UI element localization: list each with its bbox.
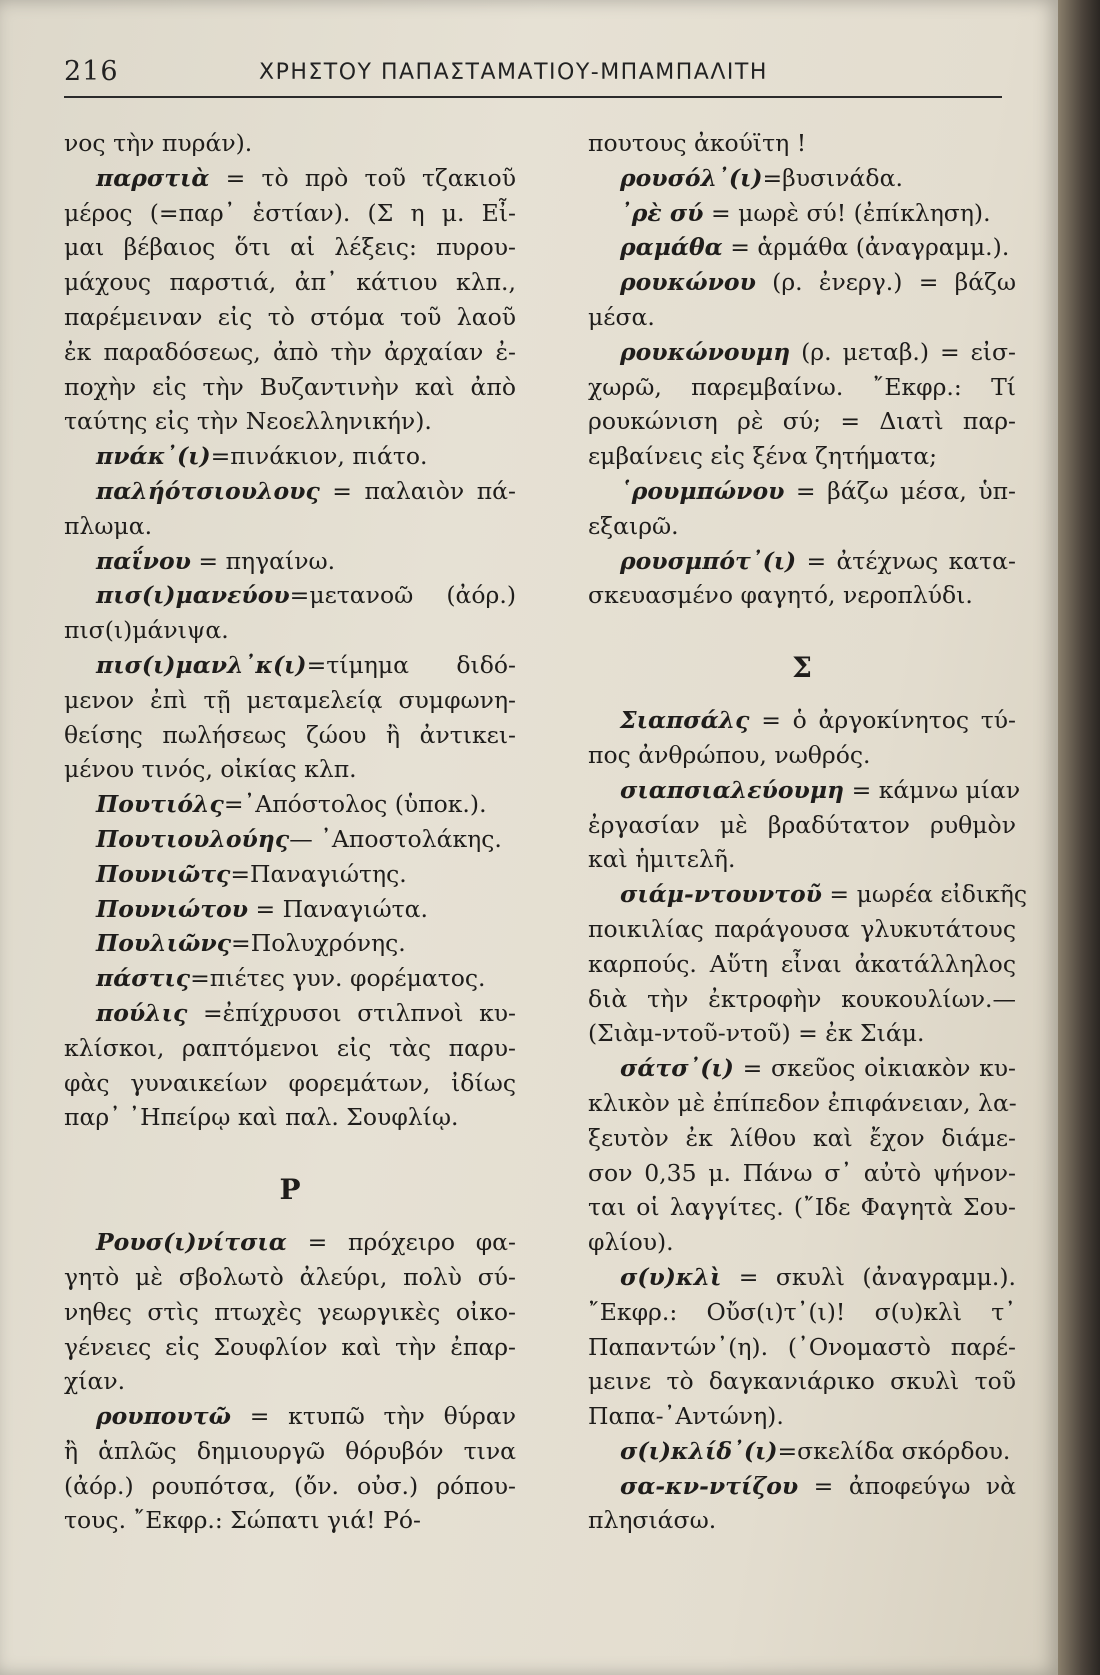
- text-line: [588, 1330, 1016, 1365]
- entry-text: σκευασμένο φαγητό, νεροπλύδι.: [588, 581, 973, 610]
- entry-text: μενον ἐπὶ τῇ μεταμελείᾳ συμφωνη-: [64, 685, 516, 714]
- entry-headword: ρουκώνουμη: [620, 337, 791, 366]
- right-column-entries: [588, 126, 1016, 613]
- entry-headword: ραμάθα: [620, 233, 723, 262]
- text-line: [64, 335, 516, 370]
- entry-text: εμβαίνεις εἰς ξένα ζητήματα;: [588, 442, 938, 471]
- entry-text: = πρόχειρο φα-: [286, 1228, 516, 1257]
- letter-spacer: [588, 613, 1016, 633]
- text-line: [588, 126, 1016, 161]
- entry-text: =Πολυχρόνης.: [231, 929, 406, 958]
- entry-text: =πινάκιον, πιάτο.: [210, 442, 428, 471]
- letter-heading-rho: Ρ: [279, 1173, 301, 1207]
- entry-headword: Πουτιουλούης: [96, 824, 290, 853]
- text-line: [588, 912, 1016, 947]
- entry-text: μέσα.: [588, 302, 655, 331]
- entry-headword: πνάκ᾽(ι): [96, 442, 211, 471]
- entry-headword: παρστιὰ: [96, 163, 210, 192]
- text-line: [588, 1364, 1016, 1399]
- entry-text: =Παναγιώτης.: [230, 859, 407, 888]
- page-edge-shadow: [1058, 0, 1100, 1675]
- page-header: [64, 50, 1004, 100]
- text-line: [588, 1295, 1016, 1330]
- entry-text: = σκεῦος οἰκιακὸν κυ-: [733, 1054, 1016, 1083]
- entry-text: = Παναγιώτα.: [248, 894, 428, 923]
- entry-text: γένειες εἰς Σουφλίον καὶ τὴν ἐπαρ-: [64, 1332, 516, 1361]
- dictionary-entry-line: [64, 926, 516, 961]
- entry-headword: σα-κν-ντίζου: [620, 1471, 799, 1500]
- entry-text: ξευτὸν ἐκ λίθου καὶ ἔχον διάμε-: [588, 1123, 1016, 1152]
- entry-text: εξαιρῶ.: [588, 511, 679, 540]
- entry-text: Παπα-᾿Αντώνη).: [588, 1402, 784, 1431]
- running-title: ΧΡΗΣΤΟΥ ΠΑΠΑΣΤΑΜΑΤΙΟΥ-ΜΠΑΜΠΑΛΙΤΗ: [259, 60, 768, 85]
- text-line: [588, 1121, 1016, 1156]
- entry-headword: σάτσ᾽(ι): [620, 1054, 734, 1083]
- text-line: [588, 1016, 1016, 1051]
- left-column: [64, 126, 516, 1538]
- entry-text: (ἀόρ.) ρουπότσα, (ὄν. οὐσ.) ρόπου-: [64, 1471, 516, 1500]
- entry-headword: πάστις: [96, 964, 191, 993]
- text-line: [64, 1295, 516, 1330]
- text-line: [588, 1225, 1016, 1260]
- entry-text: = ἀποφεύγω νὰ: [798, 1471, 1016, 1500]
- entry-text: κλικὸν μὲ ἐπίπεδον ἐπιφάνειαν, λα-: [588, 1088, 1017, 1117]
- text-line: [64, 230, 516, 265]
- dictionary-entry-line: [64, 857, 516, 892]
- text-line: [64, 370, 516, 405]
- text-line: [588, 808, 1016, 843]
- entry-headword: ρουσμπότ᾽(ι): [620, 546, 797, 575]
- entry-text: χίαν.: [64, 1367, 126, 1396]
- header-rule: [64, 96, 1002, 98]
- dictionary-entry-line: [64, 648, 516, 683]
- entry-text: σον 0,35 μ. Πάνω σ᾽ αὐτὸ ψήνον-: [588, 1158, 1016, 1187]
- text-line: [64, 1031, 516, 1066]
- entry-text: =᾿Απόστολος (ὑποκ.).: [223, 790, 487, 819]
- entry-headword: παλήότσιουλους: [96, 476, 320, 505]
- entry-text: =τίμημα διδό-: [306, 650, 516, 679]
- right-column-entries-after: [588, 703, 1028, 1538]
- dictionary-entry-line: [64, 578, 516, 613]
- entry-headword: Σιαπσάλς: [620, 706, 750, 735]
- text-line: [588, 578, 1016, 613]
- dictionary-entry-line: [588, 161, 1016, 196]
- left-column-entries: [64, 126, 516, 1135]
- entry-headword: Πουλιῶνς: [96, 929, 232, 958]
- text-line: [64, 509, 516, 544]
- entry-text: — ᾿Αποστολάκης.: [289, 824, 502, 853]
- entry-text: = κτυπῶ τὴν θύραν: [230, 1402, 516, 1431]
- entry-text: μάχους παρστιά, ἀπ᾽ κάτιου κλπ.,: [64, 268, 516, 297]
- text-line: [588, 738, 1016, 773]
- entry-text: πισ(ι)μάνιψα.: [64, 616, 229, 645]
- entry-text: πλωμα.: [64, 511, 153, 540]
- entry-text: =σκελίδα σκόρδου.: [777, 1436, 1011, 1465]
- entry-headword: ᾿ρὲ σύ: [620, 198, 704, 227]
- entry-headword: παΐνου: [96, 546, 191, 575]
- entry-headword: ρουπουτῶ: [96, 1402, 231, 1431]
- dictionary-entry-line: [64, 1225, 516, 1260]
- dictionary-entry-line: [64, 996, 516, 1031]
- dictionary-entry-line: [588, 335, 1016, 370]
- entry-text: νηθες στὶς πτωχὲς γεωργικὲς οἰκο-: [64, 1297, 516, 1326]
- entry-text: = βάζω μέσα, ὑπ-: [784, 476, 1016, 505]
- entry-headword: σ(ι)κλίδ᾽(ι): [620, 1436, 778, 1465]
- dictionary-entry-line: [588, 1434, 1016, 1469]
- entry-headword: Ρουσ(ι)νίτσια: [96, 1228, 287, 1257]
- entry-text: τους. ῎Εκφρ.: Σώπατι γιά! Ρό-: [64, 1506, 421, 1535]
- text-line: [64, 1434, 516, 1469]
- dictionary-entry-line: [64, 961, 516, 996]
- entry-text: = πηγαίνω.: [190, 546, 336, 575]
- entry-headword: σ(υ)κλὶ: [620, 1262, 722, 1291]
- entry-text: ποικιλίας παράγουσα γλυκυτάτους: [588, 914, 1016, 943]
- entry-text: μέρος (=παρ᾽ ἑστίαν). (Σ η μ. Εἶ-: [64, 198, 516, 227]
- entry-text: διὰ τὴν ἐκτροφὴν κουκουλίων.—: [588, 984, 1016, 1013]
- entry-text: = κάμνω μίαν: [844, 775, 1021, 804]
- dictionary-entry-line: [64, 787, 516, 822]
- entry-text: θείσης πωλήσεως ζώου ἢ ἀντικει-: [64, 720, 516, 749]
- dictionary-entry-line: [64, 474, 516, 509]
- dictionary-entry-line: [588, 230, 1016, 265]
- text-line: [588, 1086, 1016, 1121]
- dictionary-entry-line: [588, 196, 1016, 231]
- entry-text: = ὁ ἀργοκίνητος τύ-: [749, 706, 1016, 735]
- dictionary-entry-line: [588, 877, 1028, 912]
- entry-text: (ρ. ἐνεργ.) = βάζω: [755, 268, 1016, 297]
- entry-text: ται οἱ λαγγίτες. (῎Ιδε Φαγητὰ Σου-: [588, 1193, 1016, 1222]
- entry-headword: ῾ρουμπώνου: [620, 476, 785, 505]
- entry-text: = ἁρμάθα (ἀναγραμμ.).: [722, 233, 1010, 262]
- text-line: [64, 126, 516, 161]
- entry-headword: σιαπσιαλεύουμη: [620, 775, 845, 804]
- entry-text: = τὸ πρὸ τοῦ τζακιοῦ: [209, 163, 516, 192]
- dictionary-entry-line: [588, 703, 1016, 738]
- text-line: [588, 404, 1016, 439]
- text-line: [64, 1330, 516, 1365]
- text-line: [588, 300, 1016, 335]
- dictionary-entry-line: [588, 474, 1016, 509]
- entry-text: = ἀτέχνως κατα-: [796, 546, 1016, 575]
- text-line: [588, 842, 1016, 877]
- dictionary-entry-line: [64, 439, 516, 474]
- entry-headword: πισ(ι)μανεύου: [96, 581, 290, 610]
- entry-text: μένου τινός, οἰκίας κλπ.: [64, 755, 357, 784]
- text-line: [64, 404, 516, 439]
- text-line: [64, 196, 516, 231]
- entry-text: παρ᾽ ᾿Ηπείρῳ καὶ παλ. Σουφλίῳ.: [64, 1103, 459, 1132]
- entry-text: =βυσινάδα.: [762, 163, 903, 192]
- text-line: [588, 509, 1016, 544]
- text-line: [64, 1260, 516, 1295]
- entry-text: φὰς γυναικείων φορεμάτων, ἰδίως: [64, 1068, 516, 1097]
- entry-text: = μωρέα εἰδικῆς: [821, 880, 1028, 909]
- entry-text: = σκυλὶ (ἀναγραμμ.).: [721, 1262, 1016, 1291]
- text-line: [64, 718, 516, 753]
- entry-text: χωρῶ, παρεμβαίνω. ῎Εκφρ.: Τί: [588, 372, 1016, 401]
- dictionary-entry-line: [64, 1399, 516, 1434]
- text-line: [588, 982, 1016, 1017]
- entry-text: φλίου).: [588, 1228, 674, 1257]
- entry-text: ῎Εκφρ.: Οὔσ(ι)τ᾽(ι)! σ(υ)κλὶ τ᾽: [588, 1297, 1016, 1326]
- dictionary-entry-line: [64, 892, 516, 927]
- entry-text: ταύτης εἰς τὴν Νεοελληνικήν).: [64, 407, 432, 436]
- dictionary-entry-line: [588, 544, 1016, 579]
- text-line: [588, 370, 1016, 405]
- entry-text: νος τὴν πυράν).: [64, 129, 253, 157]
- entry-headword: πισ(ι)μανλ᾽κ(ι): [96, 650, 307, 679]
- letter-spacer: [64, 1135, 516, 1155]
- text-line: [64, 683, 516, 718]
- entry-text: =ἐπίχρυσοι στιλπνοὶ κυ-: [187, 998, 516, 1027]
- text-line: [588, 439, 1016, 474]
- entry-headword: Πουνιῶτς: [96, 859, 231, 888]
- entry-text: = παλαιὸν πά-: [319, 476, 516, 505]
- dictionary-entry-line: [588, 1051, 1016, 1086]
- text-line: [64, 265, 516, 300]
- entry-text: γητὸ μὲ σβολωτὸ ἀλεύρι, πολὺ σύ-: [64, 1262, 516, 1291]
- left-column-entries-after: [64, 1225, 516, 1538]
- dictionary-entry-line: [64, 822, 516, 857]
- text-line: [64, 1100, 516, 1135]
- entry-headword: σιάμ-ντουντοῦ: [620, 880, 822, 909]
- page-number: 216: [64, 56, 119, 87]
- entry-text: = μωρὲ σύ! (ἐπίκληση).: [703, 198, 991, 227]
- entry-text: καρπούς. Αὕτη εἶναι ἀκατάλληλος: [588, 949, 1016, 978]
- entry-headword: πούλις: [96, 998, 188, 1027]
- dictionary-entry-line: [588, 773, 1021, 808]
- text-line: [64, 1066, 516, 1101]
- entry-text: ποχὴν εἰς τὴν Βυζαντινὴν καὶ ἀπὸ: [64, 372, 516, 401]
- entry-text: πος ἀνθρώπου, νωθρός.: [588, 740, 871, 769]
- letter-heading-sigma: Σ: [792, 651, 812, 685]
- entry-text: πουτους ἀκούϊτη !: [588, 129, 807, 157]
- text-line: [64, 1503, 516, 1538]
- dictionary-entry-line: [64, 544, 516, 579]
- entry-headword: ρουκώνου: [620, 268, 756, 297]
- entry-text: (Σιὰμ-ντοῦ-ντοῦ) = ἐκ Σιάμ.: [588, 1019, 925, 1048]
- entry-text: ἐργασίαν μὲ βραδύτατον ρυθμὸν: [588, 810, 1016, 839]
- text-line: [588, 1156, 1016, 1191]
- text-line: [64, 300, 516, 335]
- text-line: [64, 1364, 516, 1399]
- entry-text: μεινε τὸ δαγκανιάρικο σκυλὶ τοῦ: [588, 1367, 1016, 1396]
- entry-headword: Πουτιόλς: [96, 790, 224, 819]
- entry-text: πλησιάσω.: [588, 1506, 717, 1535]
- entry-text: (ρ. μεταβ.) = εἰσ-: [790, 337, 1016, 366]
- entry-text: ἢ ἁπλῶς δημιουργῶ θόρυβόν τινα: [64, 1436, 516, 1465]
- dictionary-entry-line: [588, 265, 1016, 300]
- text-line: [64, 1469, 516, 1504]
- text-line: [588, 1190, 1016, 1225]
- text-line: [64, 613, 516, 648]
- text-line: [588, 1399, 1016, 1434]
- dictionary-entry-line: [588, 1260, 1016, 1295]
- entry-text: ἐκ παραδόσεως, ἀπὸ τὴν ἀρχαίαν ἐ-: [64, 337, 516, 366]
- entry-text: ρουκώνιση ρὲ σύ; = Διατὶ παρ-: [588, 407, 1016, 436]
- entry-text: παρέμειναν εἰς τὸ στόμα τοῦ λαοῦ: [64, 302, 516, 331]
- text-line: [588, 947, 1016, 982]
- entry-text: Παπαντών᾽(η). (᾿Ονομαστὸ παρέ-: [588, 1332, 1016, 1361]
- right-column: [588, 126, 1028, 1538]
- entry-text: =μετανοῶ (ἀόρ.): [289, 581, 516, 610]
- dictionary-entry-line: [64, 161, 516, 196]
- text-line: [588, 1503, 1016, 1538]
- entry-text: μαι βέβαιος ὅτι αἱ λέξεις: πυρου-: [64, 233, 516, 262]
- entry-text: =πιέτες γυν. φορέματος.: [190, 964, 486, 993]
- entry-text: καὶ ἡμιτελῆ.: [588, 845, 736, 874]
- entry-headword: Πουνιώτου: [96, 894, 249, 923]
- entry-text: κλίσκοι, ραπτόμενοι εἰς τὰς παρυ-: [64, 1033, 516, 1062]
- entry-headword: ρουσόλ᾽(ι): [620, 163, 763, 192]
- dictionary-entry-line: [588, 1469, 1016, 1504]
- text-line: [64, 752, 516, 787]
